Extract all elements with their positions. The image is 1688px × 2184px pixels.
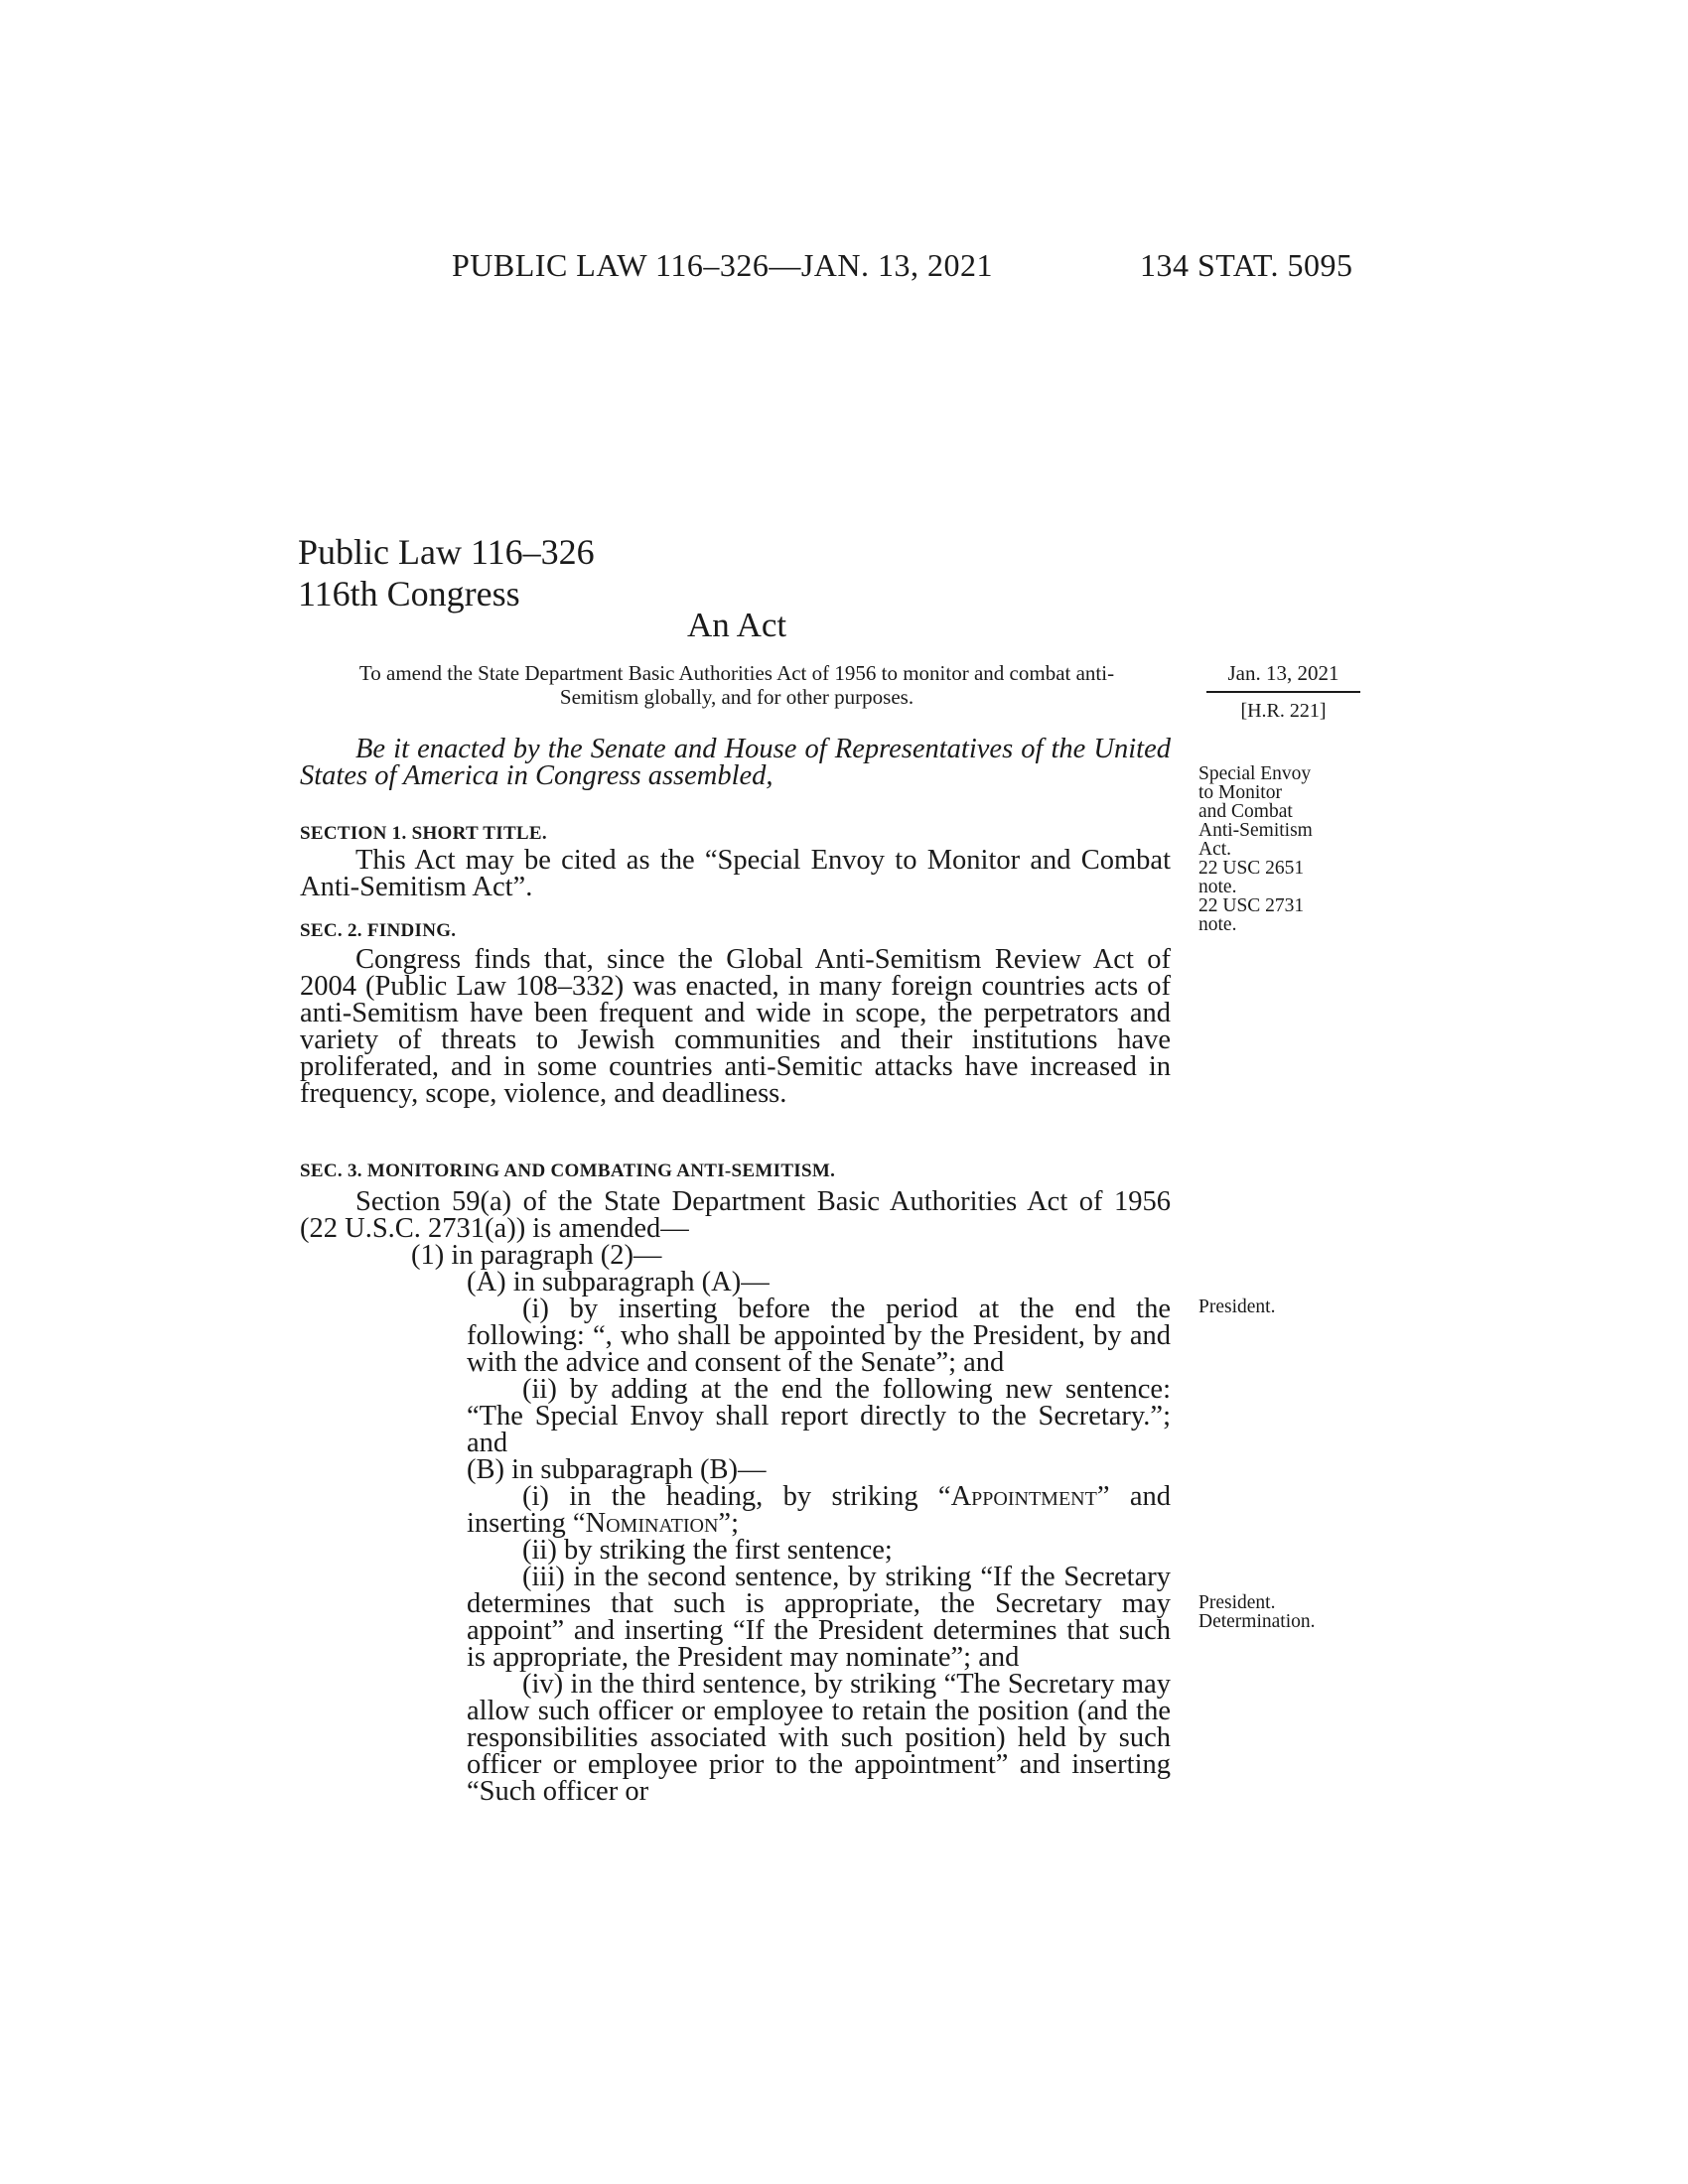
enactment-date-box (1206, 661, 1360, 723)
clause-b-ii: (ii) by striking the first sentence; (522, 1535, 893, 1566)
divider (1206, 691, 1360, 693)
margin-note-short-title (1198, 764, 1313, 934)
law-identifier (298, 531, 595, 614)
clause-text: ” and inserting “ (467, 1481, 1171, 1539)
margin-line: note. (1198, 877, 1237, 897)
section-heading: SEC. 2. FINDING. (300, 920, 457, 941)
act-title: An Act (687, 606, 787, 644)
enactment-date: Jan. 13, 2021 (1227, 661, 1339, 685)
margin-line: Special Envoy (1198, 763, 1312, 784)
subparagraph-b: (B) in subparagraph (B)— (467, 1454, 767, 1485)
section-1-body (300, 847, 1171, 900)
clause-text: ”; (718, 1508, 739, 1539)
section-heading: SEC. 3. MONITORING AND COMBATING ANTI-SEMITISM. (300, 1160, 836, 1181)
section-1 (300, 820, 1171, 847)
clause-a-i: (i) by inserting before the period at the end the following: “, who shall be appointed by the President, by and with the advice and consent of the Senate”; and (467, 1294, 1171, 1378)
paragraph-1: (1) in paragraph (2)— (411, 1240, 662, 1271)
margin-line: Determination. (1198, 1611, 1316, 1632)
page-stat-number: 134 STAT. 5095 (1140, 247, 1353, 283)
clause-a-ii: (ii) by adding at the end the following new sentence: “The Special Envoy shall report directly to the Secretary.”; and (467, 1374, 1171, 1458)
clause-text: Nomination (585, 1508, 719, 1539)
section-3 (300, 1158, 1171, 1184)
enacting-clause: Be it enacted by the Senate and House of Representatives of the United States of America in Congress assembled, (300, 734, 1171, 791)
running-header-title: PUBLIC LAW 116–326—JAN. 13, 2021 (452, 247, 993, 283)
bill-number: [H.R. 221] (1240, 700, 1327, 722)
clause-text: (i) in the heading, by striking “ (522, 1481, 951, 1512)
clause-b-iv: (iv) in the third sentence, by striking “The Secretary may allow such officer or employee to retain the position (and the responsibilities associated with such position) held by such officer or employee prior to the appointment” and inserting “Such officer or (467, 1669, 1171, 1807)
margin-line: President. (1198, 1592, 1276, 1613)
congress-label: 116th Congress (298, 574, 520, 614)
section-text: This Act may be cited as the “Special Envoy to Monitor and Combat Anti-Semitism Act”. (300, 845, 1171, 902)
clause-text: Appointment (950, 1481, 1097, 1512)
section-3-body (300, 1188, 1171, 1805)
section-heading: SECTION 1. SHORT TITLE. (300, 823, 547, 844)
clause-b-i (300, 1483, 1171, 1537)
section-2 (300, 917, 1171, 944)
margin-note-president: President. (1198, 1297, 1276, 1317)
margin-line: note. (1198, 914, 1237, 935)
margin-note-determination (1198, 1593, 1316, 1631)
public-law-number: Public Law 116–326 (298, 532, 595, 572)
subparagraph-a: (A) in subparagraph (A)— (467, 1267, 770, 1297)
enacting-clause-block (300, 736, 1171, 789)
margin-line: 22 USC 2651 (1198, 858, 1305, 879)
margin-line: Anti-Semitism (1198, 820, 1313, 841)
clause-b-iii: (iii) in the second sentence, by striking “If the Secretary determines that such is appropriate, the Secretary may appoint” and inserting “If the President determines that such is appropriate, the President may nominate”; and (467, 1562, 1171, 1673)
section-intro: Section 59(a) of the State Department Basic Authorities Act of 1956 (22 U.S.C. 2731(a)) is amended— (300, 1186, 1171, 1244)
section-text: Congress finds that, since the Global Anti-Semitism Review Act of 2004 (Public Law 108–332) was enacted, in many foreign countries acts of anti-Semitism have been frequent and wide in scope, the perpetrators and variety of threats to Jewish communities and their institutions have proliferated, and in some countries anti-Semitic attacks have increased in frequency, scope, violence, and deadliness. (300, 944, 1171, 1109)
margin-line: to Monitor (1198, 782, 1282, 803)
long-title: To amend the State Department Basic Authorities Act of 1956 to monitor and combat anti-Semitism globally, and for other purposes. (358, 661, 1115, 709)
margin-line: and Combat (1198, 801, 1293, 822)
margin-line: Act. (1198, 839, 1232, 860)
margin-line: 22 USC 2731 (1198, 895, 1305, 916)
section-2-body (300, 946, 1171, 1107)
